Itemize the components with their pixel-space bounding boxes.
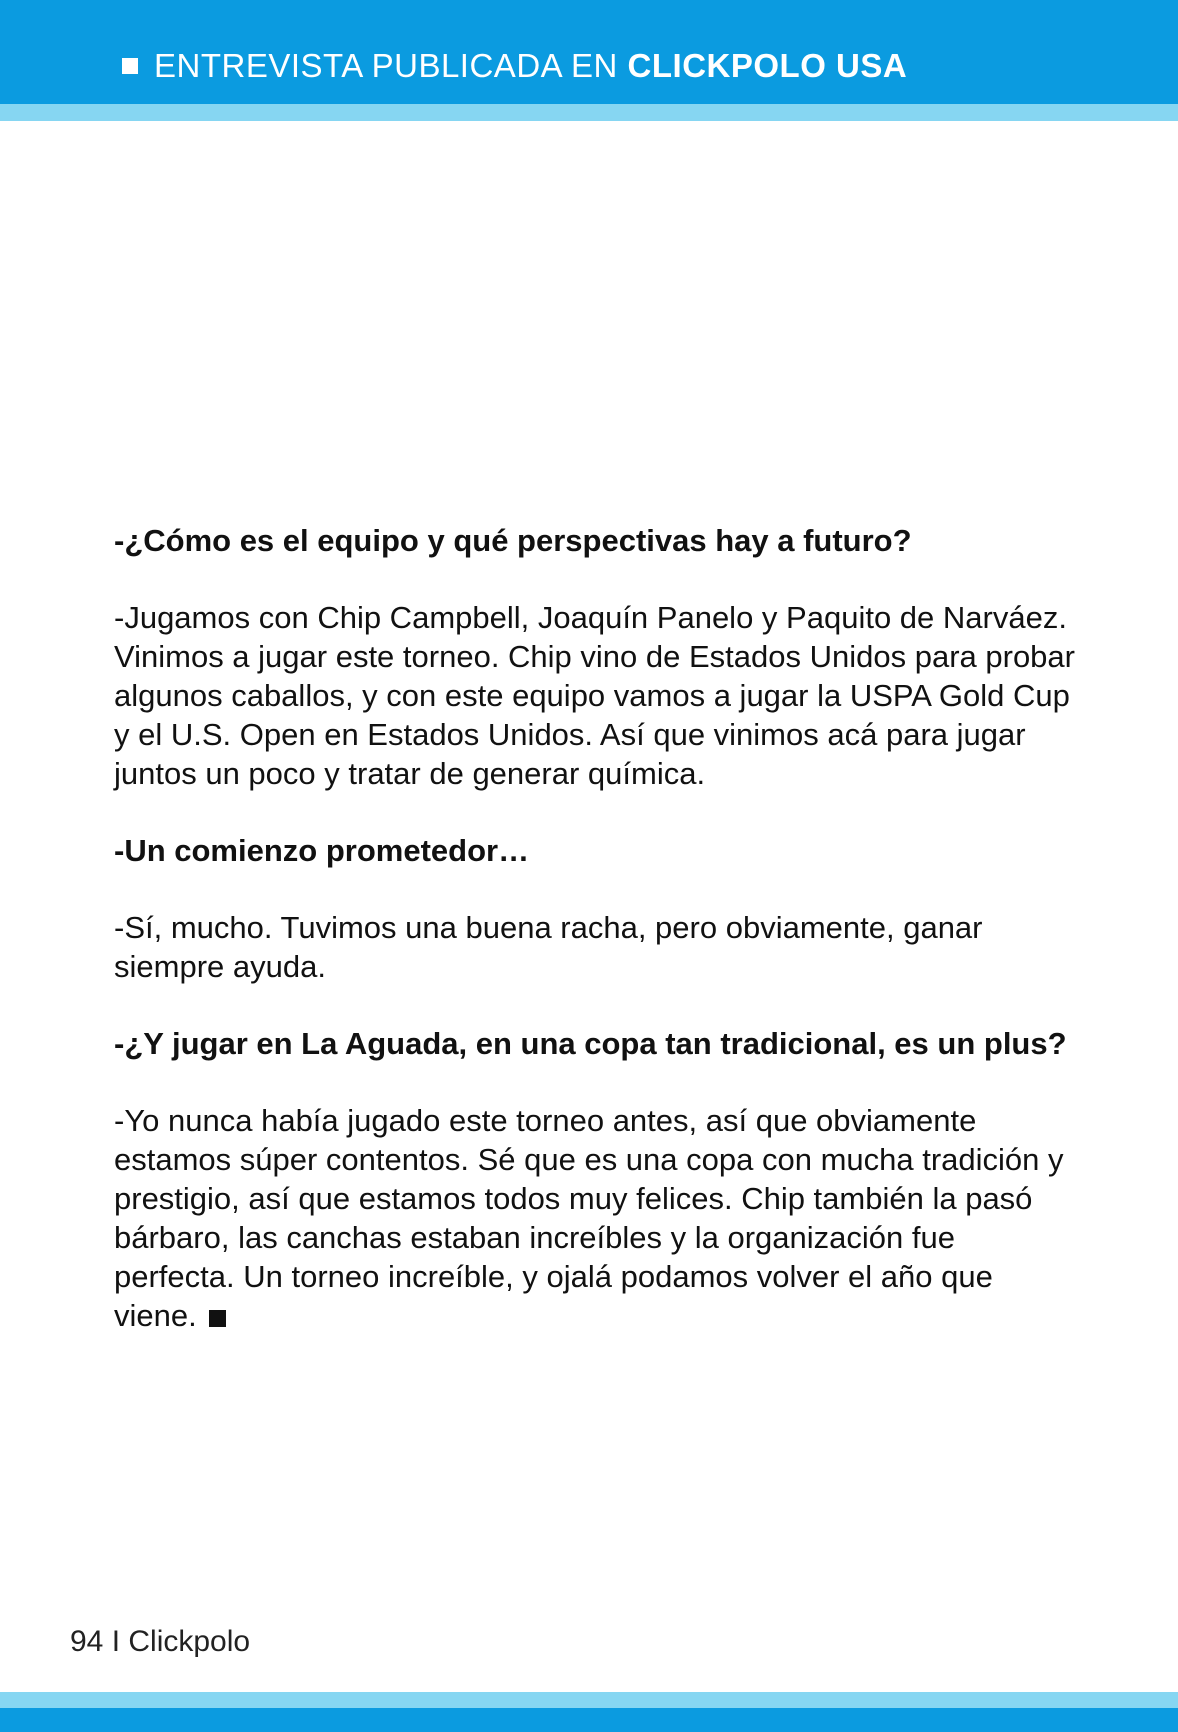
header-title-bold: CLICKPOLO USA bbox=[627, 47, 908, 84]
answer-3-paragraph bbox=[114, 1101, 1084, 1335]
question-3: -¿Y jugar en La Aguada, en una copa tan tradicional, es un plus? bbox=[114, 1026, 1067, 1061]
end-square-icon bbox=[209, 1310, 226, 1327]
answer-2: -Sí, mucho. Tuvimos una buena racha, pero obviamente, ganar siempre ayuda. bbox=[114, 910, 983, 984]
answer-3: -Yo nunca había jugado este torneo antes, así que obviamente estamos súper contentos. Sé que es una copa con mucha tradición y prestigio, así que estamos todos muy felices. Chip también la pasó bárbaro, las canchas estaban increíbles y la organización fue perfecta. Un torneo increíble, y ojalá podamos volver el año que viene. bbox=[114, 1103, 1064, 1333]
footer-bar bbox=[0, 1708, 1178, 1732]
header-stripe bbox=[0, 104, 1178, 121]
footer-stripe bbox=[0, 1692, 1178, 1708]
header-title-regular: ENTREVISTA PUBLICADA EN bbox=[154, 47, 618, 84]
header-title bbox=[122, 46, 907, 86]
answer-1: -Jugamos con Chip Campbell, Joaquín Panelo y Paquito de Narváez. Vinimos a jugar este torneo. Chip vino de Estados Unidos para probar algunos caballos, y con este equipo vamos a jugar la USPA Gold Cup y el U.S. Open en Estados Unidos. Así que vinimos acá para jugar juntos un poco y tratar de generar química. bbox=[114, 600, 1075, 791]
page-number: 94 I Clickpolo bbox=[70, 1625, 251, 1658]
square-bullet-icon bbox=[122, 58, 138, 74]
question-2: -Un comienzo prometedor… bbox=[114, 833, 530, 868]
article-body bbox=[114, 521, 1084, 1335]
question-1: -¿Cómo es el equipo y qué perspectivas hay a futuro? bbox=[114, 523, 912, 558]
